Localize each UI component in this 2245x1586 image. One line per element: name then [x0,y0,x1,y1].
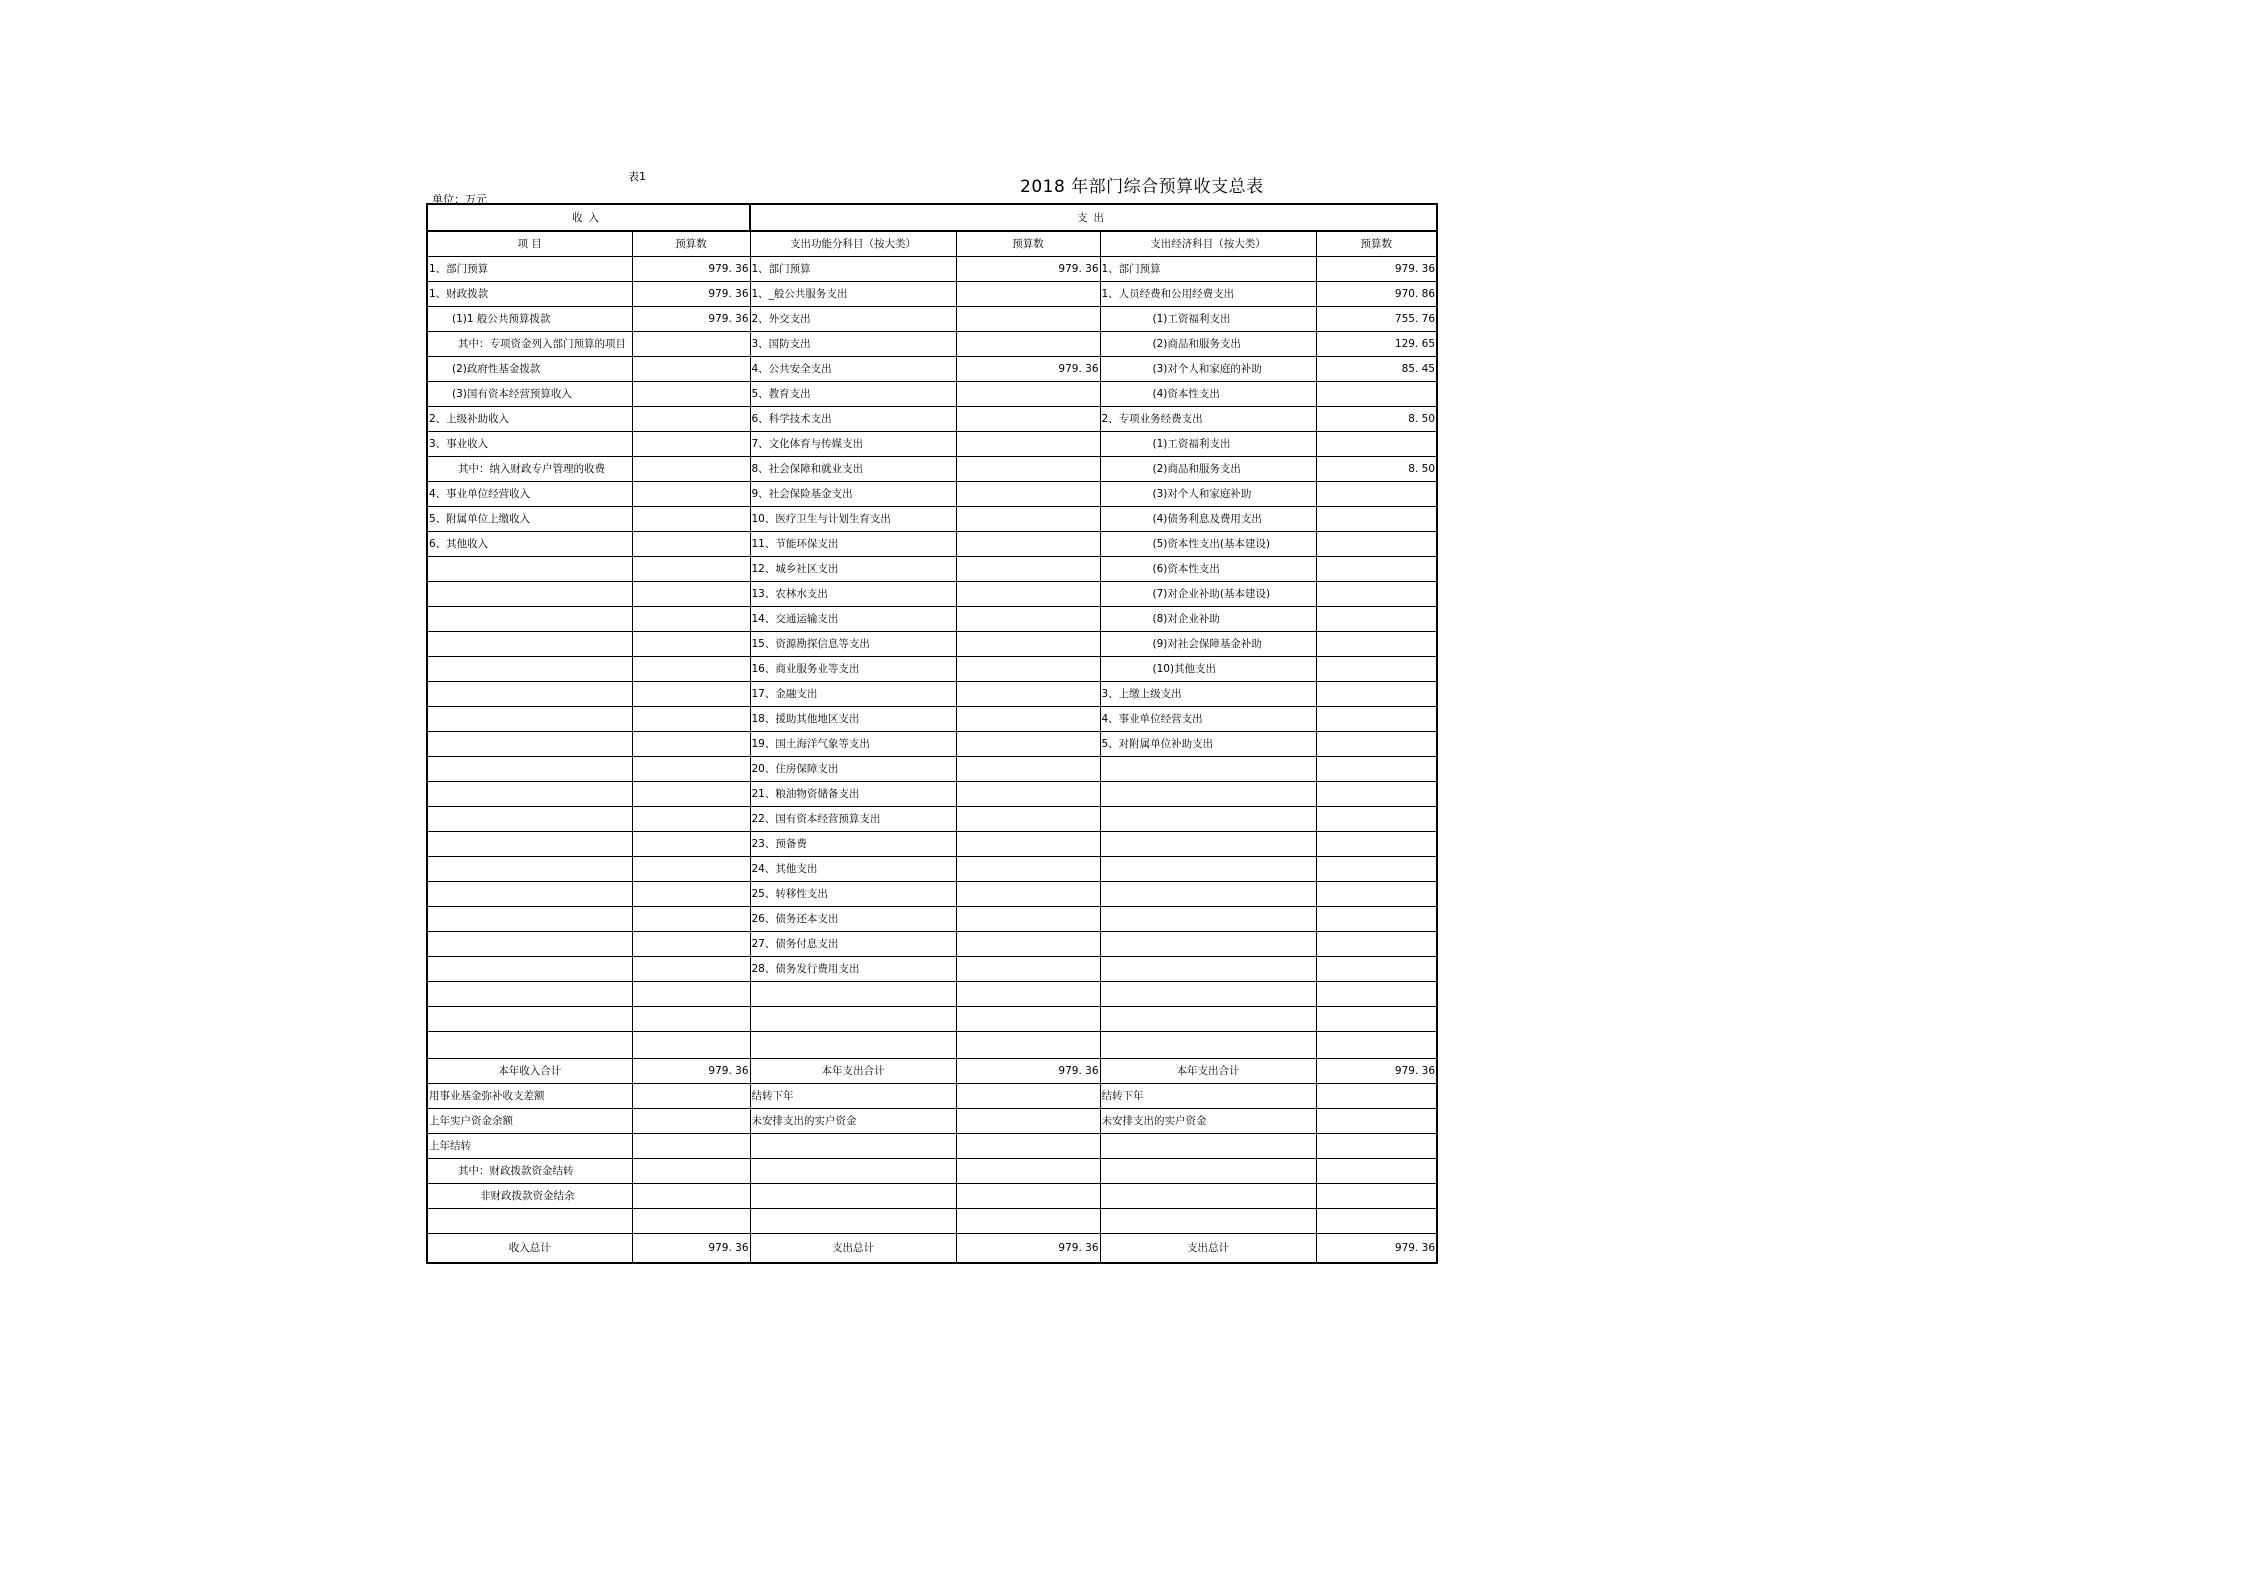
economic-subject-cell [1100,1209,1316,1234]
economic-budget-cell: 85. 45 [1316,357,1437,382]
income-budget-cell [632,782,750,807]
table-row [427,632,1437,657]
economic-budget-cell [1316,382,1437,407]
income-item-cell [427,857,632,882]
income-item-cell: 其中：专项资金列入部门预算的项目 [427,332,632,357]
economic-subject-cell [1100,857,1316,882]
economic-subtotal-value: 979. 36 [1316,1059,1437,1084]
table-row [427,257,1437,282]
function-budget-cell [956,882,1100,907]
table-row [427,382,1437,407]
function-subject-cell [750,982,956,1007]
economic-budget-cell [1316,807,1437,832]
economic-budget-cell [1316,682,1437,707]
income-total-label: 收入总计 [427,1234,632,1264]
table-row [427,607,1437,632]
economic-budget-cell [1316,1209,1437,1234]
income-budget-cell [632,482,750,507]
economic-subject-cell: (10)其他支出 [1100,657,1316,682]
income-item-cell [427,932,632,957]
income-budget-cell [632,532,750,557]
table-row [427,807,1437,832]
function-budget-cell [956,682,1100,707]
function-budget-cell [956,432,1100,457]
income-item-cell [427,557,632,582]
income-item-cell [427,682,632,707]
unit-label: 单位：万元 [432,193,487,206]
function-subject-cell: 16、商业服务业等支出 [750,657,956,682]
economic-subject-cell: 5、对附属单位补助支出 [1100,732,1316,757]
income-budget-cell [632,807,750,832]
column-header-function-subject: 支出功能分科目（按大类） [750,231,956,257]
economic-subject-cell [1100,1159,1316,1184]
income-budget-cell: 979. 36 [632,307,750,332]
income-budget-cell [632,932,750,957]
function-budget-cell [956,407,1100,432]
income-budget-cell [632,432,750,457]
economic-budget-cell: 129. 65 [1316,332,1437,357]
function-budget-cell [956,832,1100,857]
economic-budget-cell [1316,782,1437,807]
function-subject-cell: 11、节能环保支出 [750,532,956,557]
economic-budget-cell [1316,432,1437,457]
table-row [427,832,1437,857]
economic-budget-cell [1316,657,1437,682]
function-subtotal-value: 979. 36 [956,1059,1100,1084]
income-budget-cell [632,657,750,682]
function-subject-cell: 7、文化体育与传媒支出 [750,432,956,457]
economic-subject-cell: 1、部门预算 [1100,257,1316,282]
economic-subject-cell: 4、事业单位经营支出 [1100,707,1316,732]
economic-budget-cell [1316,857,1437,882]
economic-budget-cell [1316,1184,1437,1209]
economic-budget-cell [1316,1084,1437,1109]
income-budget-cell [632,882,750,907]
function-subject-cell [750,1159,956,1184]
income-budget-cell [632,382,750,407]
income-budget-cell [632,757,750,782]
table-row [427,682,1437,707]
income-item-cell: 其中：财政拨款资金结转 [427,1159,632,1184]
economic-subtotal-label: 本年支出合计 [1100,1059,1316,1084]
function-budget-cell [956,982,1100,1007]
table-row [427,882,1437,907]
economic-subject-cell: 未安排支出的实户资金 [1100,1109,1316,1134]
income-budget-cell [632,1159,750,1184]
income-item-cell [427,882,632,907]
income-budget-cell [632,1007,750,1032]
function-budget-cell [956,507,1100,532]
economic-budget-cell [1316,582,1437,607]
economic-subject-cell [1100,1134,1316,1159]
economic-budget-cell: 755. 76 [1316,307,1437,332]
table-row [427,1209,1437,1234]
column-header-budget: 预算数 [1316,231,1437,257]
income-budget-cell [632,357,750,382]
table-row [427,932,1437,957]
table-row [427,1184,1437,1209]
empty-cell [750,1032,956,1059]
function-subject-cell [750,1184,956,1209]
economic-subject-cell: (7)对企业补助(基本建设) [1100,582,1316,607]
table-row [427,407,1437,432]
function-budget-cell [956,307,1100,332]
function-subject-cell: 27、债务付息支出 [750,932,956,957]
function-subject-cell: 19、国土海洋气象等支出 [750,732,956,757]
function-budget-cell [956,1159,1100,1184]
economic-subject-cell: 1、人员经费和公用经费支出 [1100,282,1316,307]
expense-group-header: 支出 [750,204,1437,231]
function-subject-cell [750,1007,956,1032]
economic-subject-cell: (8)对企业补助 [1100,607,1316,632]
income-item-cell [427,807,632,832]
income-item-cell: 5、附属单位上缴收入 [427,507,632,532]
economic-subject-cell: (2)商品和服务支出 [1100,457,1316,482]
income-item-cell [427,607,632,632]
table-body [427,257,1437,1264]
income-budget-cell [632,1184,750,1209]
economic-budget-cell [1316,607,1437,632]
table-row [427,907,1437,932]
income-item-cell: 非财政拨款资金结余 [427,1184,632,1209]
income-item-cell [427,832,632,857]
table-row [427,1134,1437,1159]
economic-subject-cell: 2、专项业务经费支出 [1100,407,1316,432]
income-item-cell: 上年实户资金余额 [427,1109,632,1134]
function-budget-cell [956,782,1100,807]
income-group-header: 收入 [427,204,750,231]
table-row [427,957,1437,982]
table-row [427,332,1437,357]
economic-budget-cell [1316,557,1437,582]
income-budget-cell [632,982,750,1007]
income-item-cell: 上年结转 [427,1134,632,1159]
table-row [427,482,1437,507]
function-budget-cell [956,482,1100,507]
function-subject-cell: 15、资源勘探信息等支出 [750,632,956,657]
function-subject-cell: 2、外交支出 [750,307,956,332]
table-number-label: 表1 [628,170,646,183]
function-budget-cell [956,1007,1100,1032]
economic-subject-cell [1100,807,1316,832]
income-budget-cell [632,1109,750,1134]
income-subtotal-label: 本年收入合计 [427,1059,632,1084]
income-budget-cell [632,1084,750,1109]
function-subject-cell: 1、_般公共服务支出 [750,282,956,307]
function-subject-cell: 未安排支出的实户资金 [750,1109,956,1134]
income-item-cell [427,757,632,782]
function-budget-cell [956,732,1100,757]
economic-subject-cell: (9)对社会保障基金补助 [1100,632,1316,657]
table-row [427,1159,1437,1184]
table-row-empty [427,1032,1437,1059]
empty-cell [1316,1032,1437,1059]
economic-subject-cell [1100,982,1316,1007]
economic-subject-cell [1100,957,1316,982]
economic-subject-cell [1100,907,1316,932]
income-item-cell [427,982,632,1007]
income-item-cell: 1、财政拨款 [427,282,632,307]
income-item-cell: (1)1 般公共预算拨款 [427,307,632,332]
total-row [427,1234,1437,1264]
function-subject-cell: 13、农林水支出 [750,582,956,607]
function-subject-cell: 14、交通运输支出 [750,607,956,632]
function-subject-cell: 24、其他支出 [750,857,956,882]
table-row [427,1007,1437,1032]
income-item-cell: 3、事业收入 [427,432,632,457]
income-budget-cell [632,1209,750,1234]
economic-budget-cell [1316,1159,1437,1184]
function-budget-cell [956,857,1100,882]
economic-budget-cell [1316,907,1437,932]
function-subject-cell: 28、债务发行费用支出 [750,957,956,982]
income-budget-cell [632,632,750,657]
page-title: 2018 年部门综合预算收支总表 [1020,177,1264,197]
income-budget-cell [632,457,750,482]
income-item-cell: 其中：纳入财政专户管理的收费 [427,457,632,482]
economic-subject-cell: (3)对个人和家庭补助 [1100,482,1316,507]
table-row [427,1109,1437,1134]
economic-budget-cell: 8. 50 [1316,407,1437,432]
function-subject-cell: 21、粮油物资储备支出 [750,782,956,807]
income-item-cell [427,632,632,657]
function-budget-cell [956,1109,1100,1134]
table-row [427,732,1437,757]
income-item-cell: (3)国有资本经营预算收入 [427,382,632,407]
economic-budget-cell [1316,482,1437,507]
economic-subject-cell [1100,782,1316,807]
function-subject-cell: 3、国防支出 [750,332,956,357]
income-budget-cell [632,607,750,632]
economic-subject-cell [1100,1184,1316,1209]
income-item-cell: 6、其他收入 [427,532,632,557]
income-item-cell [427,582,632,607]
economic-budget-cell: 979. 36 [1316,257,1437,282]
income-budget-cell [632,707,750,732]
function-budget-cell [956,932,1100,957]
economic-budget-cell [1316,732,1437,757]
income-budget-cell [632,832,750,857]
function-subject-cell: 8、社会保障和就业支出 [750,457,956,482]
function-budget-cell [956,1184,1100,1209]
economic-budget-cell [1316,507,1437,532]
table-row [427,507,1437,532]
income-item-cell [427,957,632,982]
empty-cell [956,1032,1100,1059]
income-item-cell: 用事业基金弥补收支差额 [427,1084,632,1109]
income-budget-cell: 979. 36 [632,282,750,307]
income-budget-cell [632,907,750,932]
income-budget-cell [632,332,750,357]
economic-budget-cell [1316,982,1437,1007]
income-item-cell [427,707,632,732]
function-subject-cell: 26、债务还本支出 [750,907,956,932]
income-item-cell: 4、事业单位经营收入 [427,482,632,507]
economic-budget-cell: 8. 50 [1316,457,1437,482]
function-budget-cell [956,1134,1100,1159]
economic-subject-cell: (5)资本性支出(基本建设) [1100,532,1316,557]
economic-budget-cell [1316,632,1437,657]
income-item-cell [427,732,632,757]
function-budget-cell [956,457,1100,482]
economic-budget-cell [1316,1109,1437,1134]
income-item-cell [427,782,632,807]
income-budget-cell: 979. 36 [632,257,750,282]
function-subject-cell: 12、城乡社区支出 [750,557,956,582]
table-row [427,357,1437,382]
income-budget-cell [632,957,750,982]
economic-budget-cell: 970. 86 [1316,282,1437,307]
function-subject-cell: 22、国有资本经营预算支出 [750,807,956,832]
function-subtotal-label: 本年支出合计 [750,1059,956,1084]
income-budget-cell [632,582,750,607]
function-budget-cell [956,532,1100,557]
function-budget-cell [956,757,1100,782]
economic-subject-cell: (1)工资福利支出 [1100,307,1316,332]
table-row [427,432,1437,457]
subtotal-row [427,1059,1437,1084]
table-row [427,282,1437,307]
function-budget-cell [956,607,1100,632]
function-budget-cell [956,807,1100,832]
economic-subject-cell [1100,832,1316,857]
income-item-cell: 1、部门预算 [427,257,632,282]
economic-subject-cell [1100,757,1316,782]
income-item-cell [427,1209,632,1234]
economic-subject-cell: (2)商品和服务支出 [1100,332,1316,357]
budget-summary-table [426,203,1438,1264]
income-budget-cell [632,857,750,882]
economic-budget-cell [1316,882,1437,907]
table-row [427,557,1437,582]
function-subject-cell: 9、社会保险基金支出 [750,482,956,507]
income-budget-cell [632,407,750,432]
function-budget-cell [956,657,1100,682]
table-row [427,582,1437,607]
function-budget-cell [956,957,1100,982]
function-subject-cell: 5、教育支出 [750,382,956,407]
function-subject-cell: 17、金融支出 [750,682,956,707]
table-row [427,982,1437,1007]
economic-total-label: 支出总计 [1100,1234,1316,1264]
economic-budget-cell [1316,707,1437,732]
function-budget-cell [956,332,1100,357]
economic-subject-cell: 结转下年 [1100,1084,1316,1109]
table-row [427,857,1437,882]
table-row [427,707,1437,732]
economic-subject-cell: (1)工资福利支出 [1100,432,1316,457]
income-budget-cell [632,507,750,532]
economic-subject-cell [1100,1007,1316,1032]
economic-subject-cell [1100,882,1316,907]
economic-budget-cell [1316,1007,1437,1032]
function-budget-cell [956,632,1100,657]
function-budget-cell: 979. 36 [956,257,1100,282]
function-budget-cell [956,557,1100,582]
income-item-cell [427,657,632,682]
function-subject-cell: 结转下年 [750,1084,956,1109]
income-total-value: 979. 36 [632,1234,750,1264]
economic-subject-cell: (6)资本性支出 [1100,557,1316,582]
function-total-label: 支出总计 [750,1234,956,1264]
function-budget-cell [956,1084,1100,1109]
income-item-cell [427,1007,632,1032]
income-item-cell: (2)政府性基金拨款 [427,357,632,382]
income-subtotal-value: 979. 36 [632,1059,750,1084]
function-subject-cell: 6、科学技术支出 [750,407,956,432]
table-row [427,757,1437,782]
function-budget-cell [956,382,1100,407]
income-item-cell [427,907,632,932]
function-subject-cell: 20、住房保障支出 [750,757,956,782]
income-budget-cell [632,682,750,707]
income-budget-cell [632,1134,750,1159]
economic-budget-cell [1316,932,1437,957]
column-header-item: 项 目 [427,231,632,257]
function-total-value: 979. 36 [956,1234,1100,1264]
income-item-cell: 2、上级补助收入 [427,407,632,432]
empty-cell [632,1032,750,1059]
column-header-budget: 预算数 [956,231,1100,257]
economic-budget-cell [1316,532,1437,557]
economic-subject-cell: (4)债务利息及费用支出 [1100,507,1316,532]
function-subject-cell: 4、公共安全支出 [750,357,956,382]
economic-subject-cell: 3、上缴上级支出 [1100,682,1316,707]
function-subject-cell [750,1134,956,1159]
function-budget-cell [956,1209,1100,1234]
economic-budget-cell [1316,1134,1437,1159]
function-budget-cell [956,707,1100,732]
empty-cell [427,1032,632,1059]
economic-budget-cell [1316,757,1437,782]
income-budget-cell [632,557,750,582]
function-subject-cell: 18、援助其他地区支出 [750,707,956,732]
function-subject-cell: 10、医疗卫生与计划生育支出 [750,507,956,532]
economic-subject-cell: (3)对个人和家庭的补助 [1100,357,1316,382]
table-row [427,782,1437,807]
economic-subject-cell: (4)资本性支出 [1100,382,1316,407]
column-header-budget: 预算数 [632,231,750,257]
table-row [427,532,1437,557]
function-budget-cell [956,582,1100,607]
economic-total-value: 979. 36 [1316,1234,1437,1264]
function-subject-cell: 23、预备费 [750,832,956,857]
economic-budget-cell [1316,832,1437,857]
function-budget-cell [956,282,1100,307]
economic-subject-cell [1100,932,1316,957]
table-row [427,307,1437,332]
table-row [427,1084,1437,1109]
function-budget-cell: 979. 36 [956,357,1100,382]
economic-budget-cell [1316,957,1437,982]
table-row [427,657,1437,682]
table-row [427,457,1437,482]
function-budget-cell [956,907,1100,932]
function-subject-cell: 25、转移性支出 [750,882,956,907]
income-budget-cell [632,732,750,757]
column-header-economic-subject: 支出经济科目（按大类） [1100,231,1316,257]
function-subject-cell: 1、部门预算 [750,257,956,282]
empty-cell [1100,1032,1316,1059]
function-subject-cell [750,1209,956,1234]
